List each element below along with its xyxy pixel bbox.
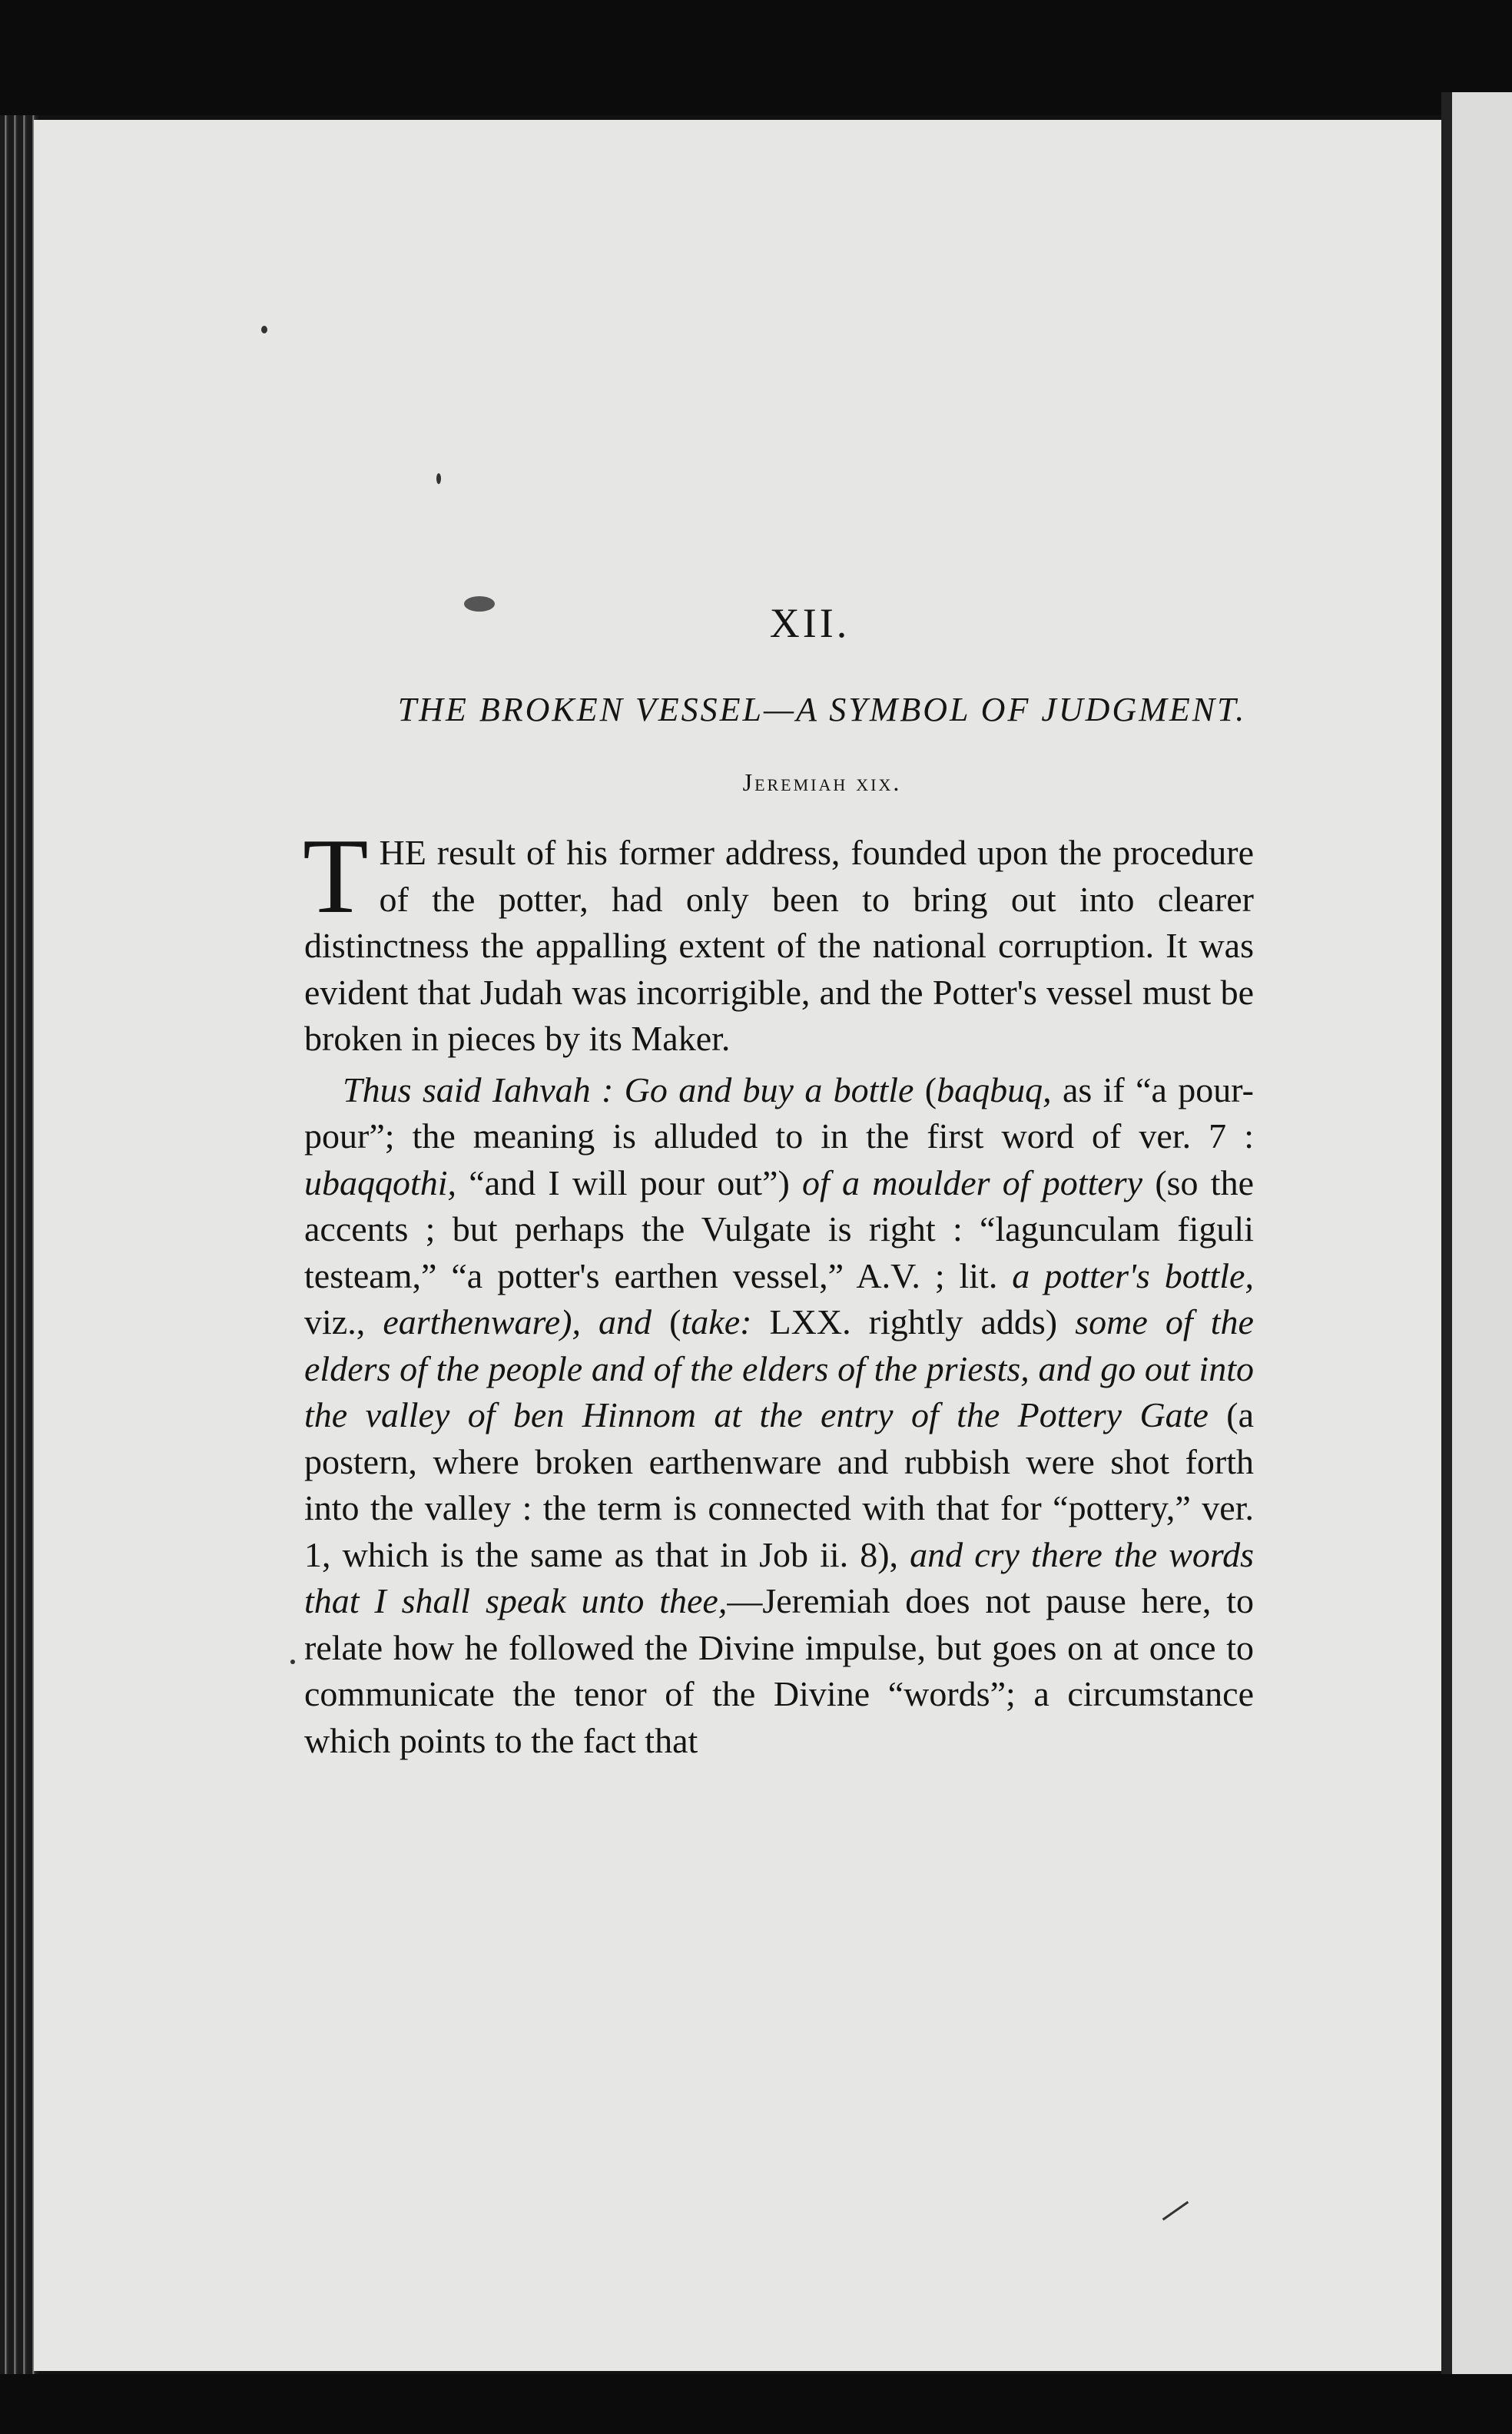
text-span: ( xyxy=(914,1069,937,1109)
paragraph-1-text: HE result of his former address, founded upon the procedure of the potter, had only been to bring out into clearer distinctness the appalling extent of the national corruption. It was evident that Judah was incorrigible, and the Potter's vessel must be broken in pieces by its Maker. xyxy=(304,833,1254,1058)
text-span: and cry there the words that I shall speak unto thee, xyxy=(304,1534,1254,1620)
scan-speck xyxy=(261,326,267,333)
scan-top-border xyxy=(0,0,1512,115)
text-span: ubaqqothi, xyxy=(304,1162,457,1202)
scan-speck xyxy=(436,473,441,484)
text-span: (a postern, where broken earthenware and rubbish were shot forth into the valley : the term is connected with that for “pottery,” ver. 1, which is the same as that in Job ii. 8), xyxy=(304,1395,1254,1574)
text-span: baqbuq, xyxy=(937,1069,1052,1109)
text-span: a potter's bottle, xyxy=(1012,1255,1254,1295)
text-span: take: xyxy=(681,1302,752,1341)
body-text xyxy=(303,817,1254,1764)
text-span: viz., xyxy=(304,1302,383,1341)
scan-bottom-border xyxy=(0,2374,1512,2434)
paragraph-2 xyxy=(304,1067,1254,1765)
text-span: ( xyxy=(652,1302,681,1341)
drop-cap: T xyxy=(303,817,369,936)
facing-page-edge xyxy=(1452,92,1512,2374)
paragraph-1 xyxy=(303,817,1254,1063)
text-span: some of the elders of the people and of the elders of the priests, and go out into the valley of ben Hinnom at the entry of the Pottery Gate xyxy=(304,1302,1254,1434)
text-span: Thus said Iahvah : Go and buy a bottle xyxy=(343,1069,914,1109)
chapter-number: XII. xyxy=(769,600,850,646)
text-span: earthenware), and xyxy=(383,1302,652,1341)
chapter-title: THE BROKEN VESSEL—A SYMBOL OF JUDGMENT. xyxy=(397,691,1247,728)
text-span: (so the accents ; but perhaps the Vulgate is right : “lagunculam figuli testeam,” “a potter's earthen vessel,” A.V. ; lit. xyxy=(304,1162,1254,1295)
text-span: as if “a pour-pour”; the meaning is alluded to in the first word of ver. 7 : xyxy=(304,1069,1254,1156)
scan-speck xyxy=(290,1660,295,1664)
chapter-reference: Jeremiah xix. xyxy=(742,768,902,796)
text-span: LXX. rightly adds) xyxy=(751,1302,1076,1341)
text-span: —Jeremiah does not pause here, to relate how he followed the Divine impulse, but goes on at once to communicate the tenor of the Divine “words”; a circumstance which points to the fact that xyxy=(304,1581,1254,1760)
scan-speck xyxy=(1162,2201,1189,2220)
text-span: “and I will pour out”) xyxy=(456,1162,802,1202)
book-gutter xyxy=(1441,92,1452,2374)
book-page-edges xyxy=(0,115,38,2374)
text-span: of a moulder of pottery xyxy=(802,1162,1143,1202)
